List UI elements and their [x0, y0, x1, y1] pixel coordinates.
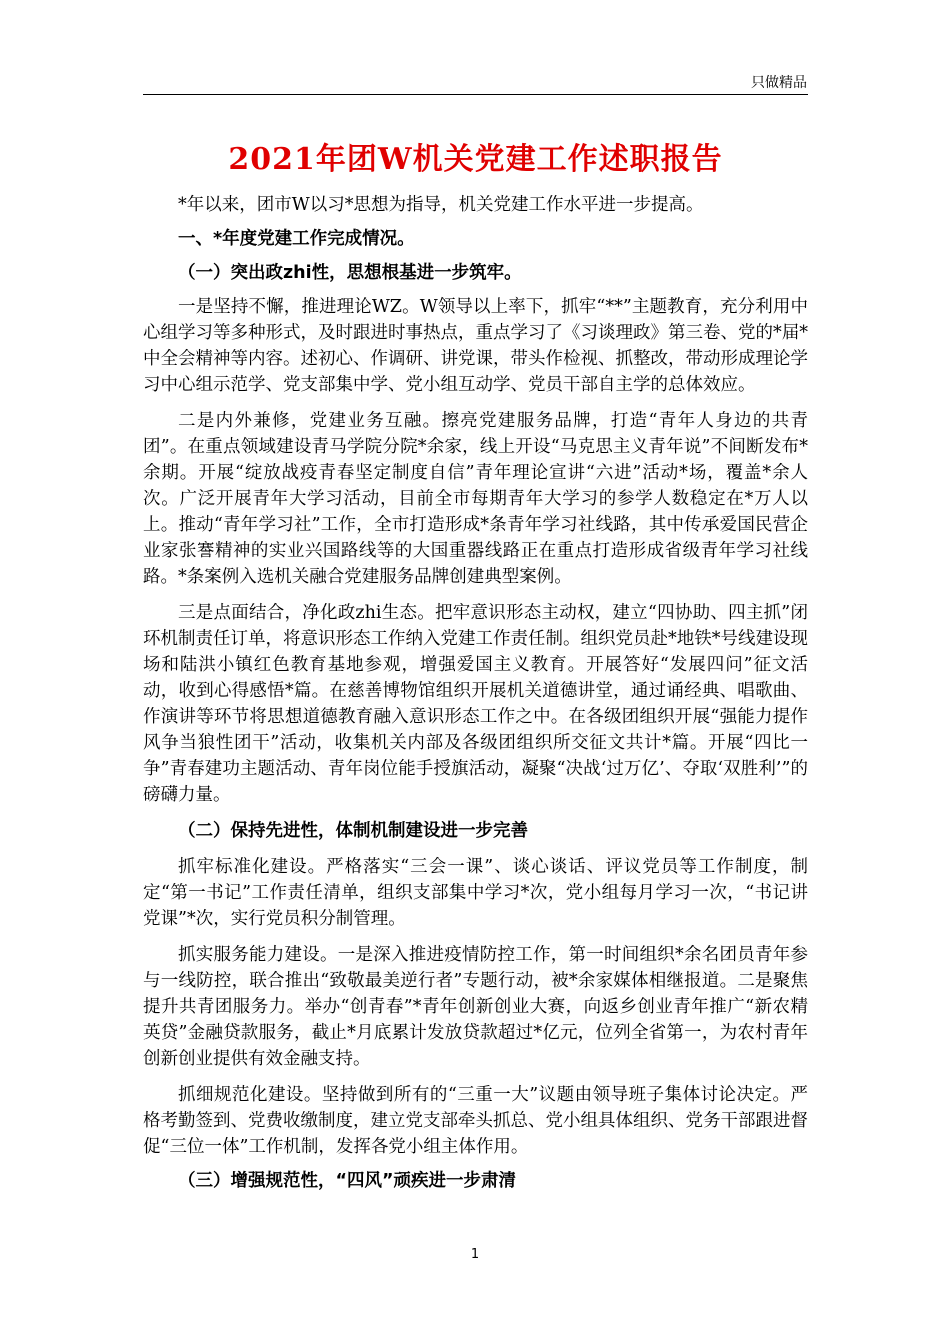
body-paragraph: 一是坚持不懈，推进理论WZ。W领导以上率下，抓牢“**”主题教育，充分利用中心组学习等多种形式，及时跟进时事热点，重点学习了《习谈理政》第三卷、党的*届*中全会精神等内容。述初心、作调研、讲党课，带头作检视、抓整改，带动形成理论学习中心组示范学、党支部集中学、党小组互动学、党员干部自主学的总体效应。	[143, 297, 808, 395]
subsection-heading-3: （三）增强规范性，“四风”顽疾进一步肃清	[178, 1171, 517, 1191]
header-divider	[143, 94, 808, 95]
section-heading-1: 一、*年度党建工作完成情况。	[178, 229, 415, 249]
document-title: 2021年团W机关党建工作述职报告	[228, 142, 723, 177]
page-number: 1	[470, 1247, 480, 1262]
subsection-heading-1: （一）突出政zhi性，思想根基进一步筑牢。	[178, 263, 522, 283]
body-paragraph: 抓细规范化建设。坚持做到所有的“三重一大”议题由领导班子集体讨论决定。严格考勤签到、党费收缴制度，建立党支部牵头抓总、党小组具体组织、党务干部跟进督促“三位一体”工作机制，发挥各党小组主体作用。	[143, 1085, 808, 1157]
header-tagline: 只做精品	[751, 75, 807, 91]
body-paragraph: 抓牢标准化建设。严格落实“三会一课”、谈心谈话、评议党员等工作制度，制定“第一书记”工作责任清单，组织支部集中学习*次，党小组每月学习一次，“书记讲党课”*次，实行党员积分制管理。	[143, 857, 808, 929]
subsection-heading-2: （二）保持先进性，体制机制建设进一步完善	[178, 821, 528, 841]
body-paragraph: 二是内外兼修，党建业务互融。擦亮党建服务品牌，打造“青年人身边的共青团”。在重点领域建设青马学院分院*余家，线上开设“马克思主义青年说”不间断发布*余期。开展“绽放战疫青春坚定制度自信”青年理论宣讲“六进”活动*场，覆盖*余人次。广泛开展青年大学习活动，目前全市每期青年大学习的参学人数稳定在*万人以上。推动“青年学习社”工作，全市打造形成*条青年学习社线路，其中传承爱国民营企业家张謇精神的实业兴国路线等的大国重器线路正在重点打造形成省级青年学习社线路。*条案例入选机关融合党建服务品牌创建典型案例。	[143, 411, 808, 587]
body-paragraph: 抓实服务能力建设。一是深入推进疫情防控工作，第一时间组织*余名团员青年参与一线防控，联合推出“致敬最美逆行者”专题行动，被*余家媒体相继报道。二是聚焦提升共青团服务力。举办“创青春”*青年创新创业大赛，向返乡创业青年推广“新农精英贷”金融贷款服务，截止*月底累计发放贷款超过*亿元，位列全省第一，为农村青年创新创业提供有效金融支持。	[143, 945, 808, 1069]
body-paragraph: 三是点面结合，净化政zhi生态。把牢意识形态主动权，建立“四协助、四主抓”闭环机制责任订单，将意识形态工作纳入党建工作责任制。组织党员赴*地铁*号线建设现场和陆洪小镇红色教育基地参观，增强爱国主义教育。开展答好“发展四问”征文活动，收到心得感悟*篇。在慈善博物馆组织开展机关道德讲堂，通过诵经典、唱歌曲、作演讲等环节将思想道德教育融入意识形态工作之中。在各级团组织开展“强能力提作风争当狼性团干”活动，收集机关内部及各级团组织所交征文共计*篇。开展“四比一争”青春建功主题活动、青年岗位能手授旗活动，凝聚“决战‘过万亿’、夺取‘双胜利’”的磅礴力量。	[143, 603, 808, 805]
document-body	[143, 192, 808, 1194]
intro-paragraph: *年以来，团市W以习*思想为指导，机关党建工作水平进一步提高。	[178, 195, 704, 215]
